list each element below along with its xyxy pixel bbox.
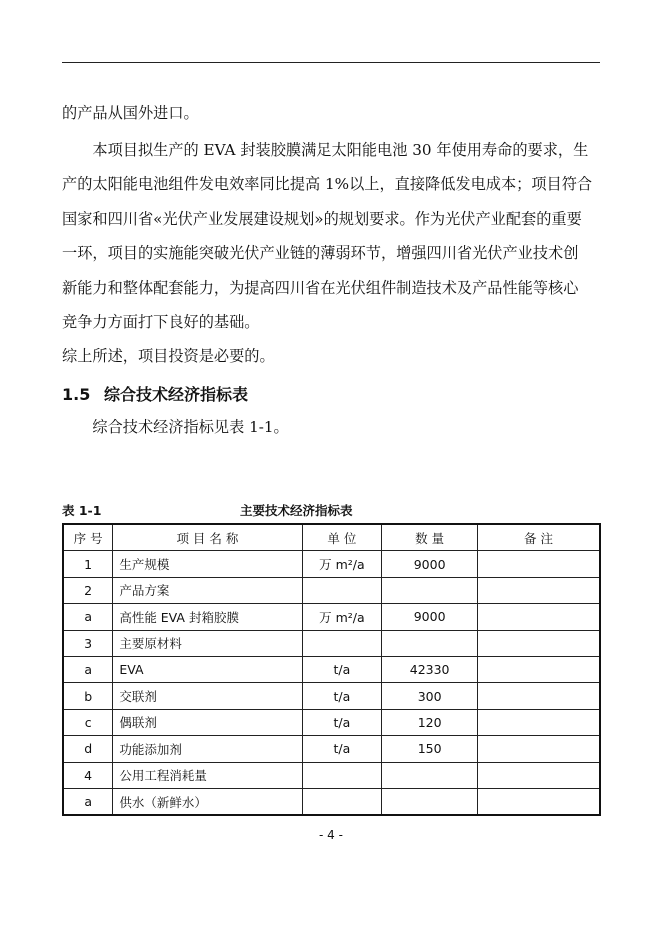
cell-unit (302, 577, 382, 603)
cell-qty (382, 788, 478, 815)
table-label: 表 1-1 (62, 503, 102, 518)
section-title: 综合技术经济指标表 (104, 385, 249, 404)
cell-note (478, 709, 601, 735)
cell-seq: d (63, 736, 113, 762)
cell-seq: 1 (63, 551, 113, 577)
cell-unit: 万 m²/a (302, 551, 382, 577)
cell-seq: 2 (63, 577, 113, 603)
cell-note (478, 604, 601, 630)
cell-qty (382, 577, 478, 603)
cell-seq: a (63, 604, 113, 630)
cell-seq: a (63, 788, 113, 815)
cell-qty: 9000 (382, 551, 478, 577)
cell-unit: t/a (302, 709, 382, 735)
cell-note (478, 788, 601, 815)
table-row (63, 604, 600, 630)
table-row (63, 551, 600, 577)
intro-line: 综合技术经济指标见表 1-1。 (62, 418, 289, 436)
cell-qty (382, 630, 478, 656)
table-title: 主要技术经济指标表 (240, 503, 353, 518)
page-number: - 4 - (319, 828, 343, 842)
cell-seq: b (63, 683, 113, 709)
body-line-1: 的产品从国外进口。 (62, 104, 199, 122)
cell-note (478, 683, 601, 709)
cell-unit (302, 630, 382, 656)
table-row (63, 762, 600, 788)
table-row (63, 630, 600, 656)
cell-unit (302, 788, 382, 815)
cell-name: 交联剂 (113, 683, 302, 709)
header-rule (62, 62, 600, 63)
table-row (63, 656, 600, 682)
cell-note (478, 736, 601, 762)
cell-note (478, 656, 601, 682)
cell-qty (382, 762, 478, 788)
cell-seq: a (63, 656, 113, 682)
cell-name: 生产规模 (113, 551, 302, 577)
header-unit: 单 位 (302, 524, 382, 551)
table-header-row (63, 524, 600, 551)
table-row (63, 683, 600, 709)
cell-name: 公用工程消耗量 (113, 762, 302, 788)
body-line-3: 产的太阳能电池组件发电效率同比提高 1%以上，直接降低发电成本；项目符合 (62, 175, 593, 193)
body-line-4: 国家和四川省«光伏产业发展建设规划»的规划要求。作为光伏产业配套的重要 (62, 210, 582, 228)
header-note: 备 注 (478, 524, 601, 551)
cell-seq: c (63, 709, 113, 735)
indicator-table (62, 523, 601, 816)
cell-name: 偶联剂 (113, 709, 302, 735)
cell-qty: 300 (382, 683, 478, 709)
cell-qty: 9000 (382, 604, 478, 630)
cell-name: 供水（新鲜水） (113, 788, 302, 815)
table-row (63, 788, 600, 815)
cell-qty: 120 (382, 709, 478, 735)
body-line-5: 一环，项目的实施能突破光伏产业链的薄弱环节，增强四川省光伏产业技术创 (62, 244, 579, 262)
cell-note (478, 577, 601, 603)
cell-seq: 4 (63, 762, 113, 788)
cell-name: 产品方案 (113, 577, 302, 603)
cell-note (478, 762, 601, 788)
cell-unit: t/a (302, 683, 382, 709)
body-line-6: 新能力和整体配套能力，为提高四川省在光伏组件制造技术及产品性能等核心 (62, 279, 579, 297)
cell-note (478, 551, 601, 577)
cell-name: 功能添加剂 (113, 736, 302, 762)
cell-note (478, 630, 601, 656)
body-line-8: 综上所述，项目投资是必要的。 (62, 347, 275, 365)
cell-name: 高性能 EVA 封箱胶膜 (113, 604, 302, 630)
header-name: 项 目 名 称 (113, 524, 302, 551)
cell-unit: t/a (302, 736, 382, 762)
cell-unit: 万 m²/a (302, 604, 382, 630)
table-row (63, 709, 600, 735)
body-line-7: 竞争力方面打下良好的基础。 (62, 313, 260, 331)
cell-name: 主要原材料 (113, 630, 302, 656)
table-row (63, 736, 600, 762)
body-line-2: 本项目拟生产的 EVA 封装胶膜满足太阳能电池 30 年使用寿命的要求，生 (62, 141, 589, 159)
section-heading (62, 382, 248, 405)
cell-seq: 3 (63, 630, 113, 656)
cell-name: EVA (113, 656, 302, 682)
table-row (63, 577, 600, 603)
cell-qty: 42330 (382, 656, 478, 682)
header-qty: 数 量 (382, 524, 478, 551)
cell-unit (302, 762, 382, 788)
section-number: 1.5 (62, 385, 91, 404)
cell-unit: t/a (302, 656, 382, 682)
cell-qty: 150 (382, 736, 478, 762)
header-seq: 序 号 (63, 524, 113, 551)
